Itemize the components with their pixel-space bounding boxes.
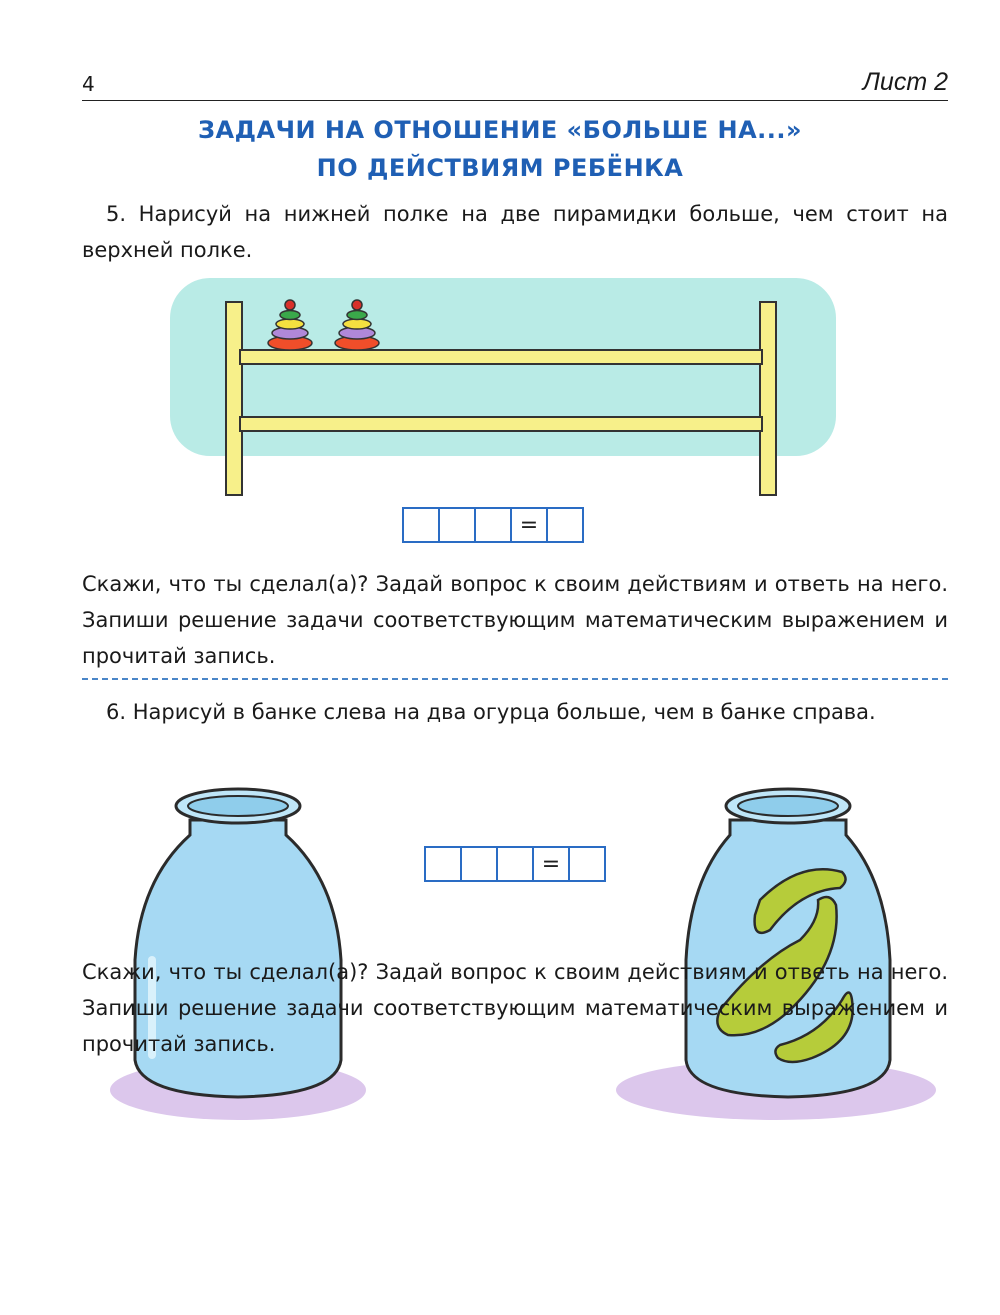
title-line-1: ЗАДАЧИ НА ОТНОШЕНИЕ «БОЛЬШЕ НА...»: [198, 116, 802, 144]
answer-box[interactable]: [462, 848, 498, 880]
equals-sign: =: [534, 848, 570, 880]
answer-boxes-task-6[interactable]: [424, 846, 606, 882]
equals-sign: =: [512, 509, 548, 541]
shelf-illustration: [170, 278, 836, 495]
answer-box[interactable]: [440, 509, 476, 541]
task-5-text: 5. Нарисуй на нижней полке на две пирамидки больше, чем стоит на верхней полке.: [82, 202, 948, 262]
answer-box[interactable]: [426, 848, 462, 880]
page-number: 4: [82, 72, 95, 96]
title-line-2: ПО ДЕЙСТВИЯМ РЕБЁНКА: [316, 154, 684, 182]
sheet-label: Лист 2: [862, 68, 948, 96]
answer-box[interactable]: [476, 509, 512, 541]
shelf-left-post: [226, 302, 242, 495]
task-6-text: 6. Нарисуй в банке слева на два огурца больше, чем в банке справа.: [106, 700, 876, 724]
answer-boxes-task-5[interactable]: [402, 507, 584, 543]
answer-box[interactable]: [498, 848, 534, 880]
shelf-right-post: [760, 302, 776, 495]
shelf-top-board: [240, 350, 762, 364]
shelf-bottom-board: [240, 417, 762, 431]
task-6-question: Скажи, что ты сделал(а)? Задай вопрос к своим действиям и ответь на него. Запиши решение задачи соответствующим математическим выражением и прочитай запись.: [82, 960, 948, 1056]
answer-box[interactable]: [548, 509, 582, 541]
section-divider: [82, 678, 948, 680]
answer-box[interactable]: [404, 509, 440, 541]
task-5-question: Скажи, что ты сделал(а)? Задай вопрос к своим действиям и ответь на него. Запиши решение задачи соответствующим математическим выражением и прочитай запись.: [82, 572, 948, 668]
answer-box[interactable]: [570, 848, 604, 880]
